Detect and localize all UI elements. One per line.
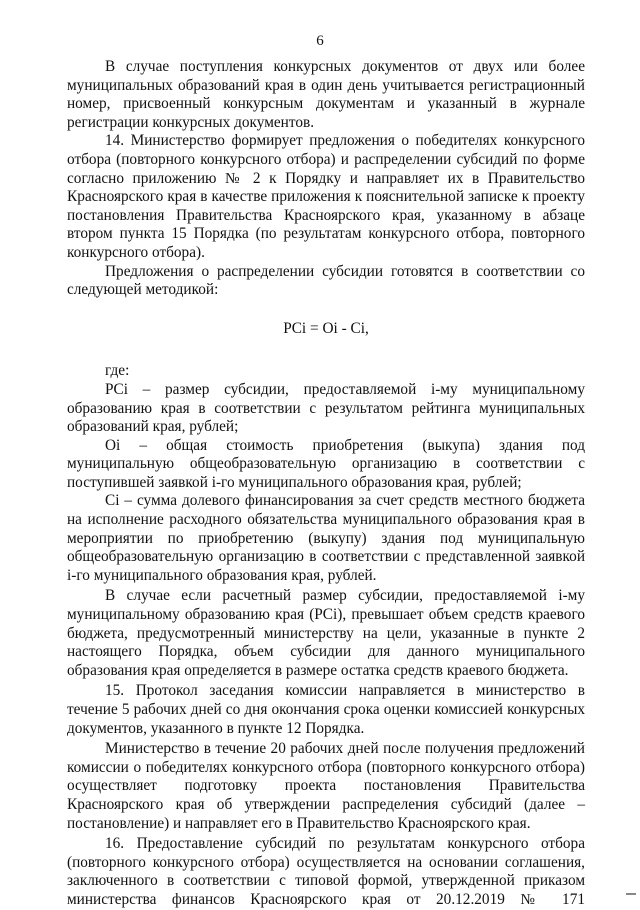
scan-edge-mark: [626, 893, 636, 895]
subsidy-formula: PCi = Oi - Ci,: [283, 319, 369, 337]
paragraph-registration-rule: В случае поступления конкурсных документов от двух или более муниципальных образований края в один день учитывается регистрационный номер, присвоенный конкурсным документам и указанный в журнале регистрации конкурсных документов.: [67, 58, 585, 131]
where-label: где:: [105, 362, 130, 380]
paragraph-ministry-prep: Министерство в течение 20 рабочих дней после получения предложений комиссии о победителях конкурсного отбора (повторного конкурсного отбора) осуществляет подготовку проекта постановления Правительства Красноярского края об утверждении распределения субсидий (далее – постановление) и направляет его в Правительство Красноярского края.: [67, 740, 585, 832]
definition-ci: Ci – сумма долевого финансирования за счет средств местного бюджета на исполнение расходного обязательства муниципального образования края в мероприятии по приобретению (выкупу) здания под муниципальную общеобразовательную организацию в соответствии с представленной заявкой i-го муниципального образования края, рублей.: [67, 492, 585, 584]
page-number: 6: [316, 33, 324, 49]
definition-oi: Oi – общая стоимость приобретения (выкупа) здания под муниципальную общеобразовательную организацию в соответствии с поступившей заявкой i-го муниципального образования края, рублей;: [67, 436, 585, 491]
definition-pci: PCi – размер субсидии, предоставляемой i-му муниципальному образованию края в соответствии с результатом рейтинга муниципальных образований края, рублей;: [67, 380, 585, 436]
paragraph-item-15: 15. Протокол заседания комиссии направляется в министерство в течение 5 рабочих дней со дня окончания срока оценки комиссией конкурсных документов, указанного в пункте 12 Порядка.: [67, 682, 585, 737]
document-body: [67, 58, 585, 910]
paragraph-methodology-intro: Предложения о распределении субсидии готовятся в соответствии со следующей методикой:: [67, 262, 585, 299]
paragraph-item-16: 16. Предоставление субсидий по результатам конкурсного отбора (повторного конкурсного отбора) осуществляется на основании соглашения, заключенного в соответствии с типовой формой, утвержденной приказом министерства финансов Красноярского края от 20.12.2019 № 171: [67, 835, 585, 908]
paragraph-excess-case: В случае если расчетный размер субсидии, предоставляемой i-му муниципальному образованию края (PCi), превышает объем средств краевого бюджета, предусмотренный министерству на цели, указанные в пункте 2 настоящего Порядка, объем субсидии для данного муниципального образования края определяется в размере остатка средств краевого бюджета.: [67, 587, 585, 679]
paragraph-item-14: 14. Министерство формирует предложения о победителях конкурсного отбора (повторного конкурсного отбора) и распределении субсидий по форме согласно приложению № 2 к Порядку и направляет их в Правительство Красноярского края в качестве приложения к пояснительной записке к проекту постановления Правительства Красноярского края, указанному в абзаце втором пункта 15 Порядка (по результатам конкурсного отбора, повторного конкурсного отбора).: [67, 132, 585, 261]
